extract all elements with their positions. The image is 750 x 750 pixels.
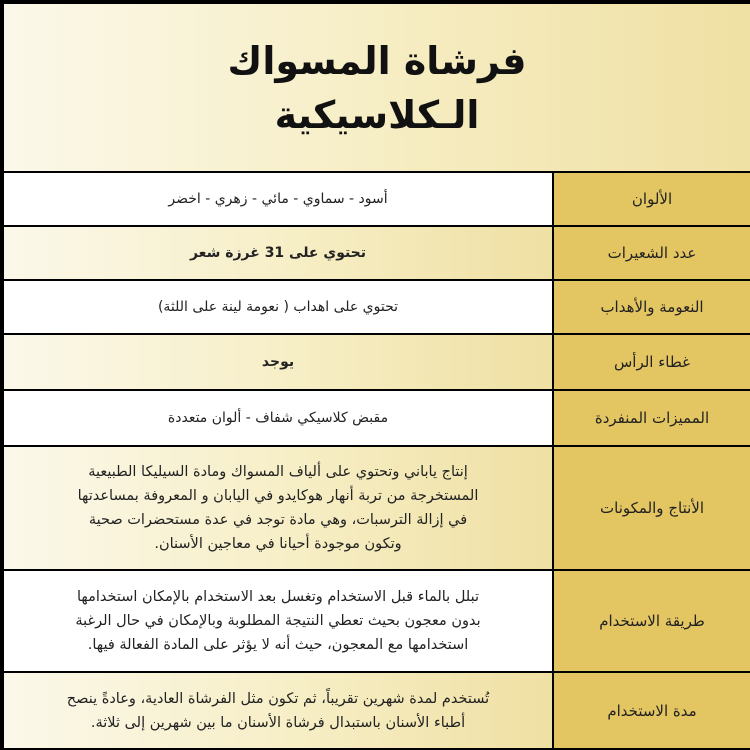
paragraph-line: المستخرجة من تربة أنهار هوكايدو في اليابان و المعروفة بمساعدتها [77, 488, 479, 504]
cell-divider [552, 447, 554, 569]
cell-divider [552, 281, 554, 333]
paragraph-line: أطباء الأسنان باستبدال فرشاة الأسنان ما بين شهرين إلى ثلاثة. [90, 714, 466, 731]
row-label: الأنتاج والمكونات [554, 447, 750, 569]
row-label: الألوان [554, 173, 750, 225]
spec-row-features [4, 391, 750, 445]
row-value [4, 673, 552, 748]
row-label: غطاء الرأس [554, 335, 750, 389]
paragraph-line: وتكون موجودة أحيانا في معاجين الأسنان. [154, 536, 402, 552]
row-label: المميزات المنفردة [554, 391, 750, 445]
cell-divider [552, 391, 554, 445]
spec-row-head-cover [4, 335, 750, 389]
title-line-2: الـكلاسيكية [274, 92, 480, 137]
row-value [4, 447, 552, 569]
row-value: مقبض كلاسيكي شفاف - ألوان متعددة [4, 391, 552, 445]
cell-divider [552, 673, 554, 748]
cell-divider [552, 335, 554, 389]
spec-row-colors [4, 173, 750, 225]
paragraph-line: تبلل بالماء قبل الاستخدام وتغسل بعد الاستخدام بالإمكان استخدامها [76, 589, 480, 605]
cell-divider [552, 571, 554, 671]
row-label: مدة الاستخدام [554, 673, 750, 748]
spec-row-usage-duration [4, 673, 750, 748]
row-value [4, 571, 552, 671]
row-value: أسود - سماوي - مائي - زهري - اخضر [4, 173, 552, 225]
cell-divider [552, 227, 554, 279]
spec-row-production [4, 447, 750, 569]
row-label: عدد الشعيرات [554, 227, 750, 279]
spec-row-usage-method [4, 571, 750, 671]
paragraph-line: تُستخدم لمدة شهرين تقريباً، ثم تكون مثل الفرشاة العادية، وعادةً ينصح [66, 690, 490, 707]
spec-row-bristles [4, 227, 750, 279]
row-label: طريقة الاستخدام [554, 571, 750, 671]
row-value: تحتوي على 31 غرزة شعر [4, 227, 552, 279]
paragraph-line: إنتاج ياباني وتحتوي على ألياف المسواك ومادة السيليكا الطبيعية [88, 464, 468, 480]
row-value: تحتوي على اهداب ( نعومة لينة على اللثة) [4, 281, 552, 333]
title-banner [4, 4, 750, 171]
row-label: النعومة والأهداب [554, 281, 750, 333]
row-value: يوجد [4, 335, 552, 389]
paragraph-line: في إزالة الترسبات، وهي مادة توجد في عدة مستحضرات صحية [88, 512, 468, 528]
title-line-1: فرشاة المسواك [227, 38, 527, 83]
paragraph-line: بدون معجون بحيث تعطي النتيجة المطلوبة وبالإمكان في حال الرغبة [75, 613, 481, 629]
cell-divider [552, 173, 554, 225]
paragraph-line: استخدامها مع المعجون، حيث أنه لا يؤثر على المادة الفعالة فيها. [87, 637, 469, 653]
spec-row-softness [4, 281, 750, 333]
